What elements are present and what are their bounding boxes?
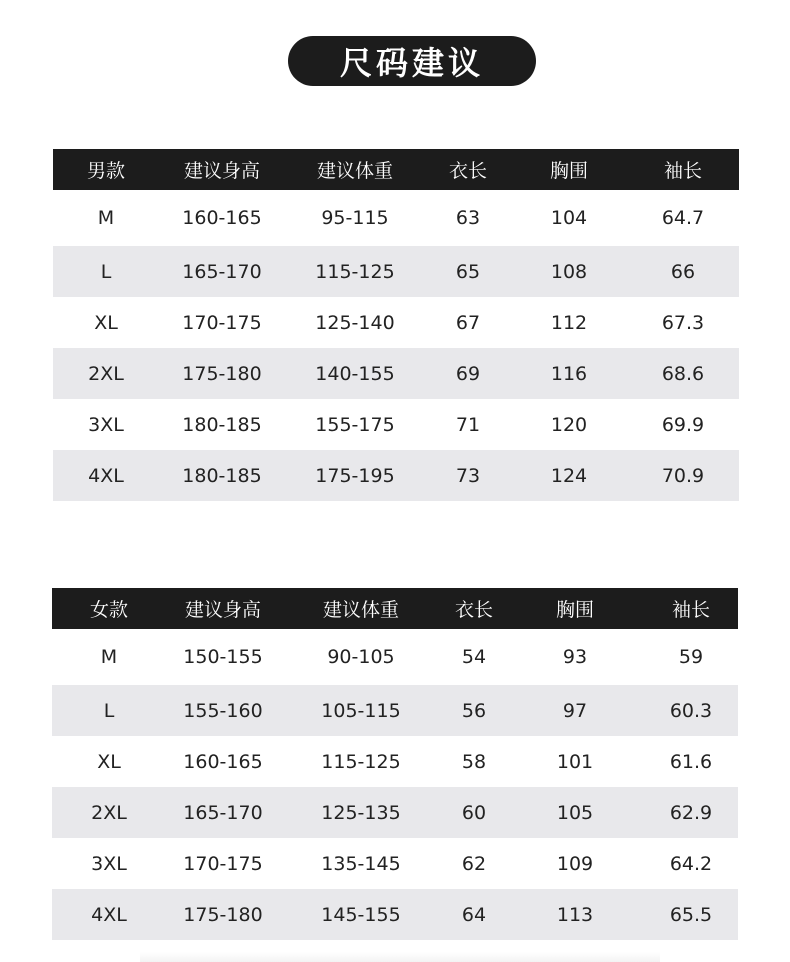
header-cell: 建议身高 (159, 149, 285, 190)
size-guide-title-text: 尺码建议 (339, 44, 484, 82)
measurement-cell: 120 (550, 413, 588, 436)
measurement-cell: 109 (556, 852, 594, 875)
measurement-cell: 70.9 (627, 450, 739, 501)
measurement-cell: 175-180 (166, 889, 280, 940)
measurement-cell: 56 (442, 685, 506, 736)
measurement-cell: 68.6 (627, 348, 739, 399)
measurement-cell: 112 (550, 311, 588, 334)
men-header-row (53, 149, 739, 190)
women-header-row (52, 588, 738, 629)
table-row (53, 297, 739, 348)
measurement-cell: 62.9 (644, 787, 738, 838)
measurement-cell: 69.9 (661, 413, 705, 436)
size-cell: 4XL (52, 889, 166, 940)
measurement-cell: 54 (461, 646, 487, 668)
size-cell: XL (94, 311, 118, 334)
measurement-cell: 73 (425, 450, 511, 501)
measurement-cell: 175-180 (159, 348, 285, 399)
header-cell: 袖长 (627, 149, 739, 190)
measurement-cell: 65.5 (644, 889, 738, 940)
size-cell: M (100, 646, 118, 668)
table-row (52, 889, 738, 940)
size-cell: M (97, 207, 115, 229)
measurement-cell: 64 (442, 889, 506, 940)
measurement-cell: 101 (556, 750, 594, 773)
measurement-cell: 170-175 (182, 311, 262, 334)
size-cell: L (53, 246, 159, 297)
measurement-cell: 155-175 (315, 413, 395, 436)
size-cell: L (52, 685, 166, 736)
measurement-cell: 165-170 (166, 787, 280, 838)
header-cell: 建议体重 (285, 149, 425, 190)
measurement-cell: 125-135 (280, 787, 442, 838)
header-cell: 建议体重 (280, 588, 442, 629)
measurement-cell: 125-140 (315, 311, 395, 334)
size-cell: 3XL (91, 852, 127, 875)
measurement-cell: 180-185 (182, 413, 262, 436)
measurement-cell: 93 (562, 646, 588, 668)
table-row (53, 348, 739, 399)
measurement-cell: 145-155 (280, 889, 442, 940)
measurement-cell: 108 (511, 246, 627, 297)
measurement-cell: 90-105 (327, 646, 395, 668)
measurement-cell: 105-115 (280, 685, 442, 736)
bottom-shadow (140, 952, 660, 962)
measurement-cell: 140-155 (285, 348, 425, 399)
measurement-cell: 175-195 (285, 450, 425, 501)
measurement-cell: 65 (425, 246, 511, 297)
header-cell: 衣长 (425, 149, 511, 190)
measurement-cell: 97 (506, 685, 644, 736)
size-cell: 4XL (53, 450, 159, 501)
table-row (52, 685, 738, 736)
measurement-cell: 116 (511, 348, 627, 399)
measurement-cell: 160-165 (182, 207, 262, 229)
measurement-cell: 67.3 (661, 311, 705, 334)
size-cell: 2XL (52, 787, 166, 838)
measurement-cell: 67 (455, 311, 481, 334)
measurement-cell: 135-145 (321, 852, 401, 875)
size-guide-title (288, 36, 536, 86)
table-row (53, 399, 739, 450)
header-cell: 衣长 (442, 588, 506, 629)
table-row (52, 787, 738, 838)
men-size-table (53, 149, 739, 501)
measurement-cell: 95-115 (321, 207, 389, 229)
header-cell: 建议身高 (166, 588, 280, 629)
table-row (53, 246, 739, 297)
measurement-cell: 66 (627, 246, 739, 297)
header-cell: 胸围 (511, 149, 627, 190)
size-cell: XL (97, 750, 121, 773)
measurement-cell: 60 (442, 787, 506, 838)
measurement-cell: 155-160 (166, 685, 280, 736)
size-cell: 3XL (88, 413, 124, 436)
size-cell: 2XL (53, 348, 159, 399)
measurement-cell: 64.7 (661, 207, 705, 229)
header-cell: 女款 (52, 588, 166, 629)
measurement-cell: 59 (678, 646, 704, 668)
measurement-cell: 115-125 (321, 750, 401, 773)
measurement-cell: 62 (461, 852, 487, 875)
measurement-cell: 150-155 (183, 646, 263, 668)
measurement-cell: 63 (455, 207, 481, 229)
measurement-cell: 104 (550, 207, 588, 229)
measurement-cell: 60.3 (644, 685, 738, 736)
measurement-cell: 113 (506, 889, 644, 940)
measurement-cell: 160-165 (183, 750, 263, 773)
table-row (52, 736, 738, 787)
measurement-cell: 124 (511, 450, 627, 501)
measurement-cell: 58 (461, 750, 487, 773)
women-size-table (52, 588, 738, 940)
measurement-cell: 69 (425, 348, 511, 399)
header-cell: 男款 (53, 149, 159, 190)
header-cell: 胸围 (506, 588, 644, 629)
measurement-cell: 61.6 (669, 750, 713, 773)
table-row (53, 450, 739, 501)
measurement-cell: 115-125 (285, 246, 425, 297)
header-cell: 袖长 (644, 588, 738, 629)
table-row (52, 838, 738, 889)
measurement-cell: 64.2 (669, 852, 713, 875)
measurement-cell: 165-170 (159, 246, 285, 297)
measurement-cell: 170-175 (183, 852, 263, 875)
table-row (53, 190, 739, 246)
measurement-cell: 105 (506, 787, 644, 838)
measurement-cell: 180-185 (159, 450, 285, 501)
table-row (52, 629, 738, 685)
measurement-cell: 71 (455, 413, 481, 436)
